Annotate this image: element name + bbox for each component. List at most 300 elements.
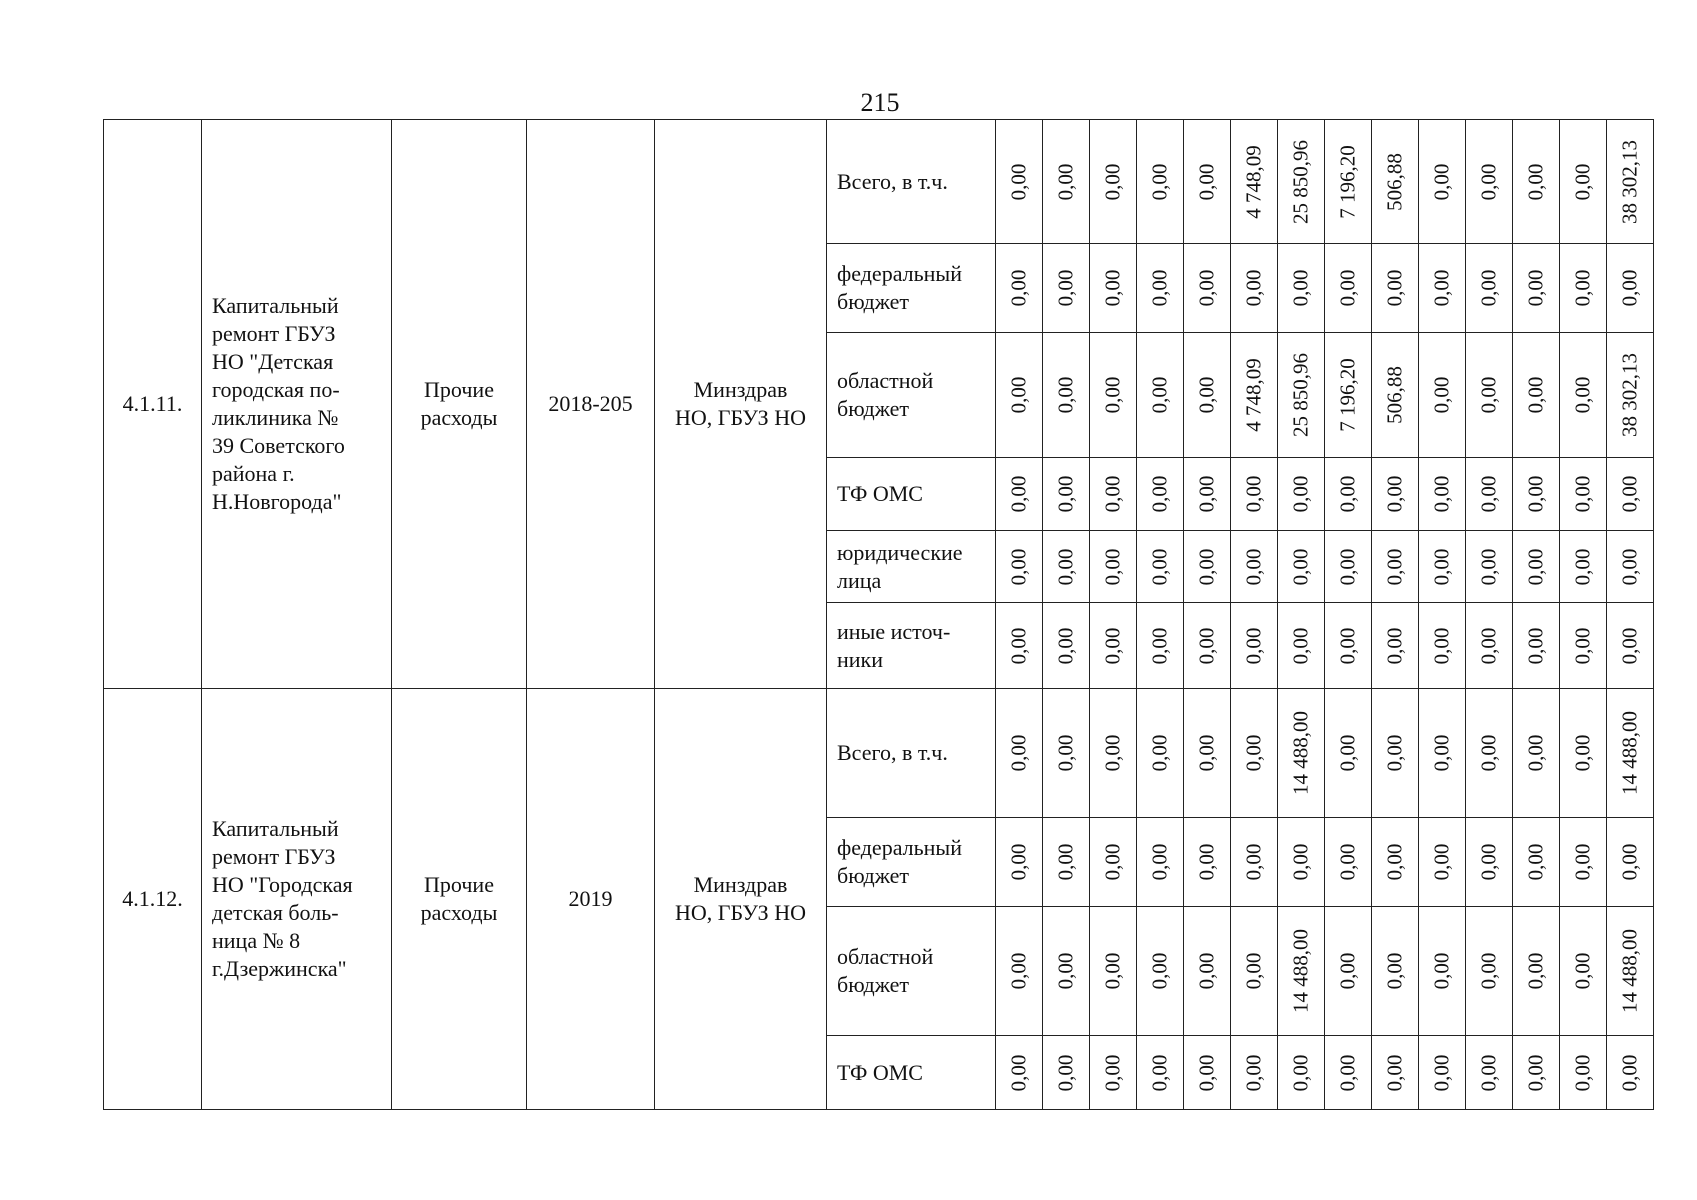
value-cell xyxy=(1607,333,1654,458)
value-text: 7 196,20 xyxy=(1335,144,1360,219)
value-cell xyxy=(1607,120,1654,244)
value-text: 0,00 xyxy=(1382,627,1407,664)
value-text: 0,00 xyxy=(1523,734,1548,772)
value-text: 0,00 xyxy=(1335,952,1360,990)
value-cell xyxy=(1278,689,1325,818)
value-cell xyxy=(1090,244,1137,333)
value-cell xyxy=(1372,818,1419,907)
executor-text: Минздрав НО, ГБУЗ НО xyxy=(675,377,806,430)
value-cell xyxy=(1419,689,1466,818)
value-cell xyxy=(996,458,1043,531)
value-cell xyxy=(1372,603,1419,689)
value-text: 0,00 xyxy=(1006,163,1031,200)
value-cell xyxy=(1184,531,1231,603)
value-text: 0,00 xyxy=(1147,1054,1172,1091)
value-text: 0,00 xyxy=(1335,475,1360,513)
value-text: 0,00 xyxy=(1194,952,1219,990)
value-text: 0,00 xyxy=(1570,269,1595,307)
value-cell xyxy=(1466,244,1513,333)
value-text: 0,00 xyxy=(1476,843,1501,881)
value-cell xyxy=(1231,907,1278,1036)
value-text: 0,00 xyxy=(1570,376,1595,414)
value-cell xyxy=(1607,1036,1654,1110)
funding-source xyxy=(827,120,996,244)
value-cell xyxy=(1372,333,1419,458)
value-cell xyxy=(1231,603,1278,689)
value-text: 0,00 xyxy=(1570,843,1595,881)
value-text: 0,00 xyxy=(1194,734,1219,772)
value-cell xyxy=(1466,458,1513,531)
value-cell xyxy=(1419,120,1466,244)
value-cell xyxy=(1513,1036,1560,1110)
value-cell xyxy=(1137,531,1184,603)
item-number-text: 4.1.12. xyxy=(122,886,183,911)
value-cell xyxy=(996,531,1043,603)
table-row xyxy=(104,689,1654,818)
value-cell xyxy=(1043,531,1090,603)
expense-type-text: Прочие расходы xyxy=(420,377,498,430)
item-number xyxy=(104,689,202,1110)
item-number-text: 4.1.11. xyxy=(122,391,183,416)
value-text: 0,00 xyxy=(1053,475,1078,513)
value-text: 0,00 xyxy=(1288,475,1313,513)
value-text: 0,00 xyxy=(1053,952,1078,990)
value-cell xyxy=(1325,1036,1372,1110)
value-text: 0,00 xyxy=(1570,952,1595,990)
value-text: 0,00 xyxy=(1429,627,1454,664)
value-text: 506,88 xyxy=(1382,152,1407,211)
value-text: 4 748,09 xyxy=(1241,358,1266,432)
value-text: 0,00 xyxy=(1476,376,1501,414)
budget-table xyxy=(103,119,1654,1110)
value-text: 14 488,00 xyxy=(1288,929,1313,1013)
value-cell xyxy=(1090,907,1137,1036)
value-cell xyxy=(1372,120,1419,244)
value-text: 0,00 xyxy=(1335,1054,1360,1091)
value-cell xyxy=(1184,603,1231,689)
value-text: 0,00 xyxy=(1429,1054,1454,1091)
value-text: 0,00 xyxy=(1147,843,1172,881)
value-cell xyxy=(1231,244,1278,333)
value-text: 0,00 xyxy=(1523,376,1548,414)
value-text: 0,00 xyxy=(1523,163,1548,200)
value-cell xyxy=(1137,1036,1184,1110)
value-cell xyxy=(1513,603,1560,689)
value-cell xyxy=(1043,120,1090,244)
value-text: 0,00 xyxy=(1006,734,1031,772)
value-text: 0,00 xyxy=(1147,163,1172,200)
value-cell xyxy=(1372,907,1419,1036)
funding-source-label: областной бюджет xyxy=(837,368,934,421)
value-text: 14 488,00 xyxy=(1617,929,1642,1013)
value-text: 0,00 xyxy=(1476,269,1501,307)
value-cell xyxy=(996,1036,1043,1110)
value-cell xyxy=(1043,244,1090,333)
value-cell xyxy=(1231,689,1278,818)
value-text: 0,00 xyxy=(1006,1054,1031,1091)
value-cell xyxy=(996,244,1043,333)
value-text: 0,00 xyxy=(1241,548,1266,585)
value-text: 0,00 xyxy=(1194,163,1219,200)
value-cell xyxy=(1466,907,1513,1036)
value-cell xyxy=(1137,907,1184,1036)
value-text: 0,00 xyxy=(1382,952,1407,990)
value-cell xyxy=(1325,907,1372,1036)
value-cell xyxy=(1325,333,1372,458)
value-cell xyxy=(1043,333,1090,458)
value-text: 0,00 xyxy=(1570,734,1595,772)
value-text: 0,00 xyxy=(1241,843,1266,881)
value-cell xyxy=(1607,244,1654,333)
value-text: 0,00 xyxy=(1523,627,1548,664)
executor-text: Минздрав НО, ГБУЗ НО xyxy=(675,872,806,925)
value-text: 0,00 xyxy=(1335,843,1360,881)
value-text: 0,00 xyxy=(1570,163,1595,200)
value-cell xyxy=(1090,603,1137,689)
funding-source xyxy=(827,333,996,458)
value-text: 0,00 xyxy=(1476,952,1501,990)
value-cell xyxy=(1325,689,1372,818)
value-cell xyxy=(1278,603,1325,689)
value-cell xyxy=(1184,689,1231,818)
value-cell xyxy=(1325,603,1372,689)
value-cell xyxy=(1513,689,1560,818)
value-cell xyxy=(1372,689,1419,818)
value-text: 0,00 xyxy=(1617,627,1642,664)
value-text: 0,00 xyxy=(1523,952,1548,990)
funding-source xyxy=(827,244,996,333)
value-cell xyxy=(1325,818,1372,907)
value-cell xyxy=(1466,120,1513,244)
table-row xyxy=(104,120,1654,244)
value-cell xyxy=(1137,458,1184,531)
value-cell xyxy=(1043,1036,1090,1110)
value-text: 0,00 xyxy=(1617,475,1642,513)
value-text: 0,00 xyxy=(1288,269,1313,307)
value-cell xyxy=(1560,458,1607,531)
value-cell xyxy=(996,603,1043,689)
value-cell xyxy=(1231,818,1278,907)
funding-source xyxy=(827,458,996,531)
funding-source-label: федеральный бюджет xyxy=(837,835,962,888)
value-text: 0,00 xyxy=(1476,734,1501,772)
item-name xyxy=(202,689,392,1110)
value-text: 0,00 xyxy=(1288,548,1313,585)
value-cell xyxy=(1372,531,1419,603)
value-cell xyxy=(1231,531,1278,603)
value-cell xyxy=(1325,120,1372,244)
value-text: 0,00 xyxy=(1194,548,1219,585)
value-cell xyxy=(1137,818,1184,907)
value-cell xyxy=(1184,907,1231,1036)
value-text: 0,00 xyxy=(1382,734,1407,772)
value-text: 0,00 xyxy=(1100,548,1125,585)
value-cell xyxy=(1466,531,1513,603)
value-text: 0,00 xyxy=(1523,269,1548,307)
value-cell xyxy=(1043,458,1090,531)
value-text: 0,00 xyxy=(1382,475,1407,513)
executor xyxy=(655,120,827,689)
value-text: 0,00 xyxy=(1006,627,1031,664)
value-cell xyxy=(1466,333,1513,458)
funding-source-label: ТФ ОМС xyxy=(837,481,923,506)
value-cell xyxy=(1043,603,1090,689)
value-text: 0,00 xyxy=(1570,548,1595,585)
value-cell xyxy=(1419,818,1466,907)
value-text: 0,00 xyxy=(1617,548,1642,585)
value-text: 0,00 xyxy=(1241,475,1266,513)
value-text: 0,00 xyxy=(1523,475,1548,513)
funding-source-label: федеральный бюджет xyxy=(837,261,962,314)
value-cell xyxy=(996,689,1043,818)
item-number xyxy=(104,120,202,689)
value-text: 0,00 xyxy=(1053,548,1078,585)
value-text: 0,00 xyxy=(1288,1054,1313,1091)
value-cell xyxy=(1419,244,1466,333)
funding-source xyxy=(827,531,996,603)
value-cell xyxy=(1466,689,1513,818)
value-cell xyxy=(1090,333,1137,458)
value-text: 0,00 xyxy=(1194,627,1219,664)
value-text: 0,00 xyxy=(1523,1054,1548,1091)
value-cell xyxy=(1466,818,1513,907)
value-text: 0,00 xyxy=(1617,843,1642,881)
value-cell xyxy=(1137,244,1184,333)
value-cell xyxy=(1325,531,1372,603)
value-text: 0,00 xyxy=(1100,163,1125,200)
value-cell xyxy=(1419,458,1466,531)
value-text: 0,00 xyxy=(1523,843,1548,881)
value-cell xyxy=(1184,333,1231,458)
value-cell xyxy=(1560,907,1607,1036)
value-text: 0,00 xyxy=(1147,952,1172,990)
value-text: 0,00 xyxy=(1241,269,1266,307)
value-text: 0,00 xyxy=(1053,376,1078,414)
value-text: 38 302,13 xyxy=(1617,139,1642,224)
implementation-period-text: 2019 xyxy=(568,886,613,911)
value-cell xyxy=(1372,244,1419,333)
value-text: 0,00 xyxy=(1194,376,1219,414)
value-text: 0,00 xyxy=(1147,734,1172,772)
value-cell xyxy=(1090,689,1137,818)
value-cell xyxy=(996,120,1043,244)
value-cell xyxy=(1560,244,1607,333)
value-cell xyxy=(1184,818,1231,907)
value-text: 0,00 xyxy=(1053,1054,1078,1091)
value-text: 0,00 xyxy=(1100,952,1125,990)
value-text: 0,00 xyxy=(1194,269,1219,307)
value-cell xyxy=(1325,458,1372,531)
value-text: 0,00 xyxy=(1476,1054,1501,1091)
value-text: 0,00 xyxy=(1006,843,1031,881)
expense-type xyxy=(392,120,527,689)
value-cell xyxy=(996,818,1043,907)
value-cell xyxy=(1466,603,1513,689)
table-body xyxy=(104,120,1654,1110)
value-cell xyxy=(1278,907,1325,1036)
value-cell xyxy=(1043,689,1090,818)
value-cell xyxy=(1607,689,1654,818)
value-cell xyxy=(1419,907,1466,1036)
value-text: 0,00 xyxy=(1288,627,1313,664)
value-text: 0,00 xyxy=(1429,269,1454,307)
value-text: 0,00 xyxy=(1053,269,1078,307)
value-cell xyxy=(1513,458,1560,531)
value-cell xyxy=(1184,458,1231,531)
value-cell xyxy=(1184,1036,1231,1110)
value-cell xyxy=(1513,120,1560,244)
value-text: 14 488,00 xyxy=(1288,711,1313,795)
funding-source xyxy=(827,689,996,818)
value-text: 0,00 xyxy=(1006,475,1031,513)
value-text: 0,00 xyxy=(1100,1054,1125,1091)
value-text: 0,00 xyxy=(1476,548,1501,585)
value-text: 0,00 xyxy=(1335,548,1360,585)
value-text: 0,00 xyxy=(1053,734,1078,772)
funding-source-label: Всего, в т.ч. xyxy=(837,740,948,765)
value-cell xyxy=(1278,531,1325,603)
value-cell xyxy=(1560,818,1607,907)
value-cell xyxy=(1278,120,1325,244)
value-text: 0,00 xyxy=(1570,475,1595,513)
value-cell xyxy=(1325,244,1372,333)
value-text: 0,00 xyxy=(1100,269,1125,307)
value-text: 0,00 xyxy=(1147,548,1172,585)
value-text: 25 850,96 xyxy=(1288,139,1313,224)
value-cell xyxy=(1278,458,1325,531)
value-text: 0,00 xyxy=(1476,475,1501,513)
value-text: 0,00 xyxy=(1382,1054,1407,1091)
value-cell xyxy=(1090,120,1137,244)
value-cell xyxy=(1231,333,1278,458)
value-text: 0,00 xyxy=(1429,952,1454,990)
value-cell xyxy=(1137,333,1184,458)
value-text: 0,00 xyxy=(1429,843,1454,881)
value-text: 0,00 xyxy=(1476,163,1501,200)
value-text: 25 850,96 xyxy=(1288,353,1313,437)
funding-source xyxy=(827,603,996,689)
implementation-period xyxy=(527,120,655,689)
value-text: 0,00 xyxy=(1570,627,1595,664)
value-text: 7 196,20 xyxy=(1335,358,1360,432)
item-name-text: Капитальный ремонт ГБУЗ НО "Детская городская по- ликлиника № 39 Советского района г. Н.Новгорода" xyxy=(212,293,345,514)
value-text: 0,00 xyxy=(1100,843,1125,881)
value-cell xyxy=(1231,120,1278,244)
value-text: 0,00 xyxy=(1429,734,1454,772)
value-text: 0,00 xyxy=(1147,475,1172,513)
value-cell xyxy=(1513,244,1560,333)
value-text: 0,00 xyxy=(1241,952,1266,990)
value-cell xyxy=(1137,689,1184,818)
value-text: 0,00 xyxy=(1006,376,1031,414)
implementation-period-text: 2018-205 xyxy=(548,391,633,416)
value-cell xyxy=(1513,818,1560,907)
value-cell xyxy=(1372,1036,1419,1110)
value-cell xyxy=(1043,818,1090,907)
expense-type-text: Прочие расходы xyxy=(420,872,498,925)
executor xyxy=(655,689,827,1110)
page-number: 215 xyxy=(860,88,900,117)
value-cell xyxy=(1607,458,1654,531)
value-cell xyxy=(1137,120,1184,244)
value-cell xyxy=(1090,531,1137,603)
value-cell xyxy=(1607,603,1654,689)
item-name-text: Капитальный ремонт ГБУЗ НО "Городская детская боль- ница № 8 г.Дзержинска" xyxy=(212,816,353,981)
funding-source-label: областной бюджет xyxy=(837,944,934,997)
value-cell xyxy=(1090,458,1137,531)
value-text: 0,00 xyxy=(1617,269,1642,307)
value-cell xyxy=(1560,689,1607,818)
value-cell xyxy=(1560,531,1607,603)
value-cell xyxy=(1513,907,1560,1036)
value-text: 0,00 xyxy=(1100,627,1125,664)
value-text: 0,00 xyxy=(1006,952,1031,990)
value-cell xyxy=(1419,333,1466,458)
funding-source xyxy=(827,907,996,1036)
value-cell xyxy=(1043,907,1090,1036)
value-cell xyxy=(1278,818,1325,907)
value-text: 0,00 xyxy=(1570,1054,1595,1091)
value-cell xyxy=(1278,333,1325,458)
funding-source-label: иные источ- ники xyxy=(837,618,951,672)
value-cell xyxy=(1372,458,1419,531)
value-text: 0,00 xyxy=(1429,163,1454,200)
value-cell xyxy=(1090,1036,1137,1110)
value-cell xyxy=(1090,818,1137,907)
value-cell xyxy=(1184,120,1231,244)
value-cell xyxy=(1184,244,1231,333)
value-cell xyxy=(1607,531,1654,603)
value-text: 0,00 xyxy=(1194,843,1219,881)
value-text: 0,00 xyxy=(1100,734,1125,772)
value-text: 0,00 xyxy=(1382,843,1407,881)
funding-source xyxy=(827,818,996,907)
value-text: 0,00 xyxy=(1288,843,1313,881)
value-cell xyxy=(1560,603,1607,689)
value-text: 0,00 xyxy=(1241,734,1266,772)
value-text: 0,00 xyxy=(1382,269,1407,307)
value-text: 0,00 xyxy=(1006,548,1031,585)
value-text: 0,00 xyxy=(1241,1054,1266,1091)
value-cell xyxy=(1278,1036,1325,1110)
value-text: 0,00 xyxy=(1194,1054,1219,1091)
value-text: 0,00 xyxy=(1335,627,1360,664)
funding-source xyxy=(827,1036,996,1110)
value-cell xyxy=(996,333,1043,458)
item-name xyxy=(202,120,392,689)
value-cell xyxy=(1419,1036,1466,1110)
value-cell xyxy=(1419,603,1466,689)
value-text: 0,00 xyxy=(1617,1054,1642,1091)
value-text: 0,00 xyxy=(1241,627,1266,664)
funding-source-label: Всего, в т.ч. xyxy=(837,168,948,194)
value-text: 506,88 xyxy=(1382,366,1407,424)
value-text: 0,00 xyxy=(1100,475,1125,513)
value-text: 0,00 xyxy=(1147,627,1172,664)
value-text: 0,00 xyxy=(1429,548,1454,585)
value-cell xyxy=(1560,120,1607,244)
value-text: 0,00 xyxy=(1335,734,1360,772)
value-cell xyxy=(1231,458,1278,531)
value-cell xyxy=(1137,603,1184,689)
value-text: 0,00 xyxy=(1382,548,1407,585)
value-text: 38 302,13 xyxy=(1617,353,1642,437)
value-text: 0,00 xyxy=(1147,376,1172,414)
value-cell xyxy=(1607,907,1654,1036)
value-cell xyxy=(996,907,1043,1036)
funding-source-label: ТФ ОМС xyxy=(837,1059,923,1085)
value-text: 0,00 xyxy=(1147,269,1172,307)
